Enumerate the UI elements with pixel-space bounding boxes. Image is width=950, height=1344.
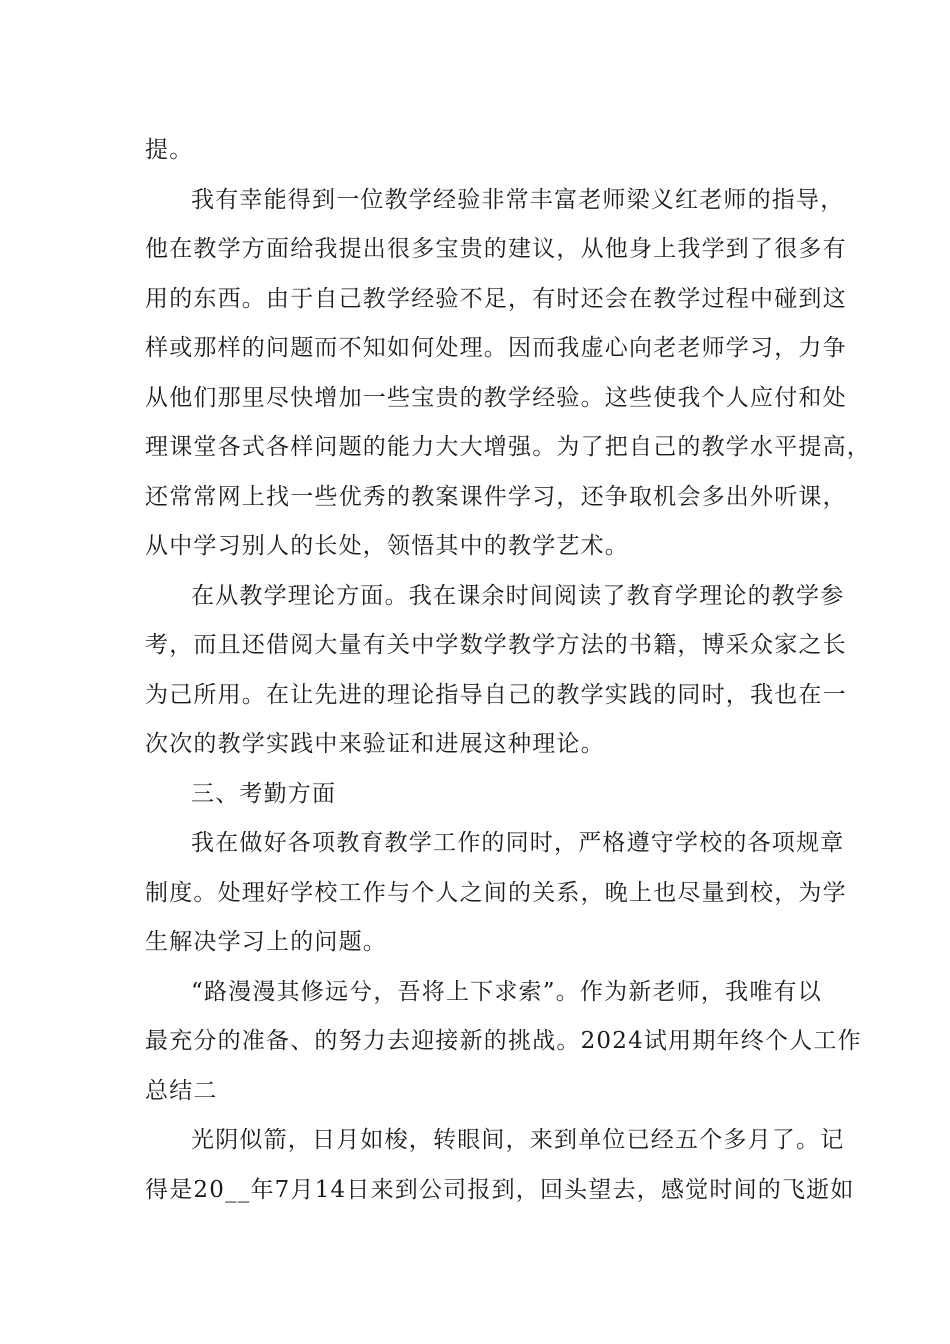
text-line: 样或那样的问题而不知如何处理。因而我虚心向老老师学习，力争: [145, 335, 847, 361]
text-line: 理课堂各式各样问题的能力大大增强。为了把自己的教学水平提高，: [145, 434, 871, 460]
text-line: 最充分的准备、的努力去迎接新的挑战。2024试用期年终个人工作: [145, 1028, 862, 1054]
text-line: 我有幸能得到一位教学经验非常丰富老师梁义红老师的指导，: [191, 186, 845, 213]
text-line: 生解决学习上的问题。: [145, 929, 387, 955]
text-line: 光阴似箭，日月如梭，转眼间，来到单位已经五个多月了。记: [191, 1127, 845, 1153]
section-heading: 三、考勤方面: [191, 780, 337, 807]
text-line: 还常常网上找一些优秀的教案课件学习，还争取机会多出外听课，: [145, 483, 847, 510]
text-line: 制度。处理好学校工作与个人之间的关系，晚上也尽量到校，为学: [145, 879, 847, 906]
text-line: “路漫漫其修远兮，吾将上下求索”。作为新老师，我唯有以: [191, 978, 822, 1005]
text-line: 在从教学理论方面。我在课余时间阅读了教育学理论的教学参: [191, 582, 845, 609]
text-line: 从他们那里尽快增加一些宝贵的教学经验。这些使我个人应付和处: [145, 384, 847, 411]
text-line: 得是20__年7月14日来到公司报到，回头望去，感觉时间的飞逝如: [145, 1176, 855, 1203]
text-line: 用的东西。由于自己教学经验不足，有时还会在教学过程中碰到这: [145, 285, 847, 312]
text-line: 提。: [145, 137, 194, 163]
text-line: 考，而且还借阅大量有关中学数学教学方法的书籍，博采众家之长: [145, 632, 847, 658]
text-line: 总结二: [145, 1077, 218, 1104]
text-line: 从中学习别人的长处，领悟其中的教学艺术。: [145, 533, 629, 559]
text-line: 次次的教学实践中来验证和进展这种理论。: [145, 731, 605, 757]
text-line: 他在教学方面给我提出很多宝贵的建议，从他身上我学到了很多有: [145, 236, 847, 262]
body-text: [145, 126, 871, 1215]
text-line: 我在做好各项教育教学工作的同时，严格遵守学校的各项规章: [191, 830, 845, 856]
text-line: 为己所用。在让先进的理论指导自己的教学实践的同时，我也在一: [145, 681, 847, 708]
